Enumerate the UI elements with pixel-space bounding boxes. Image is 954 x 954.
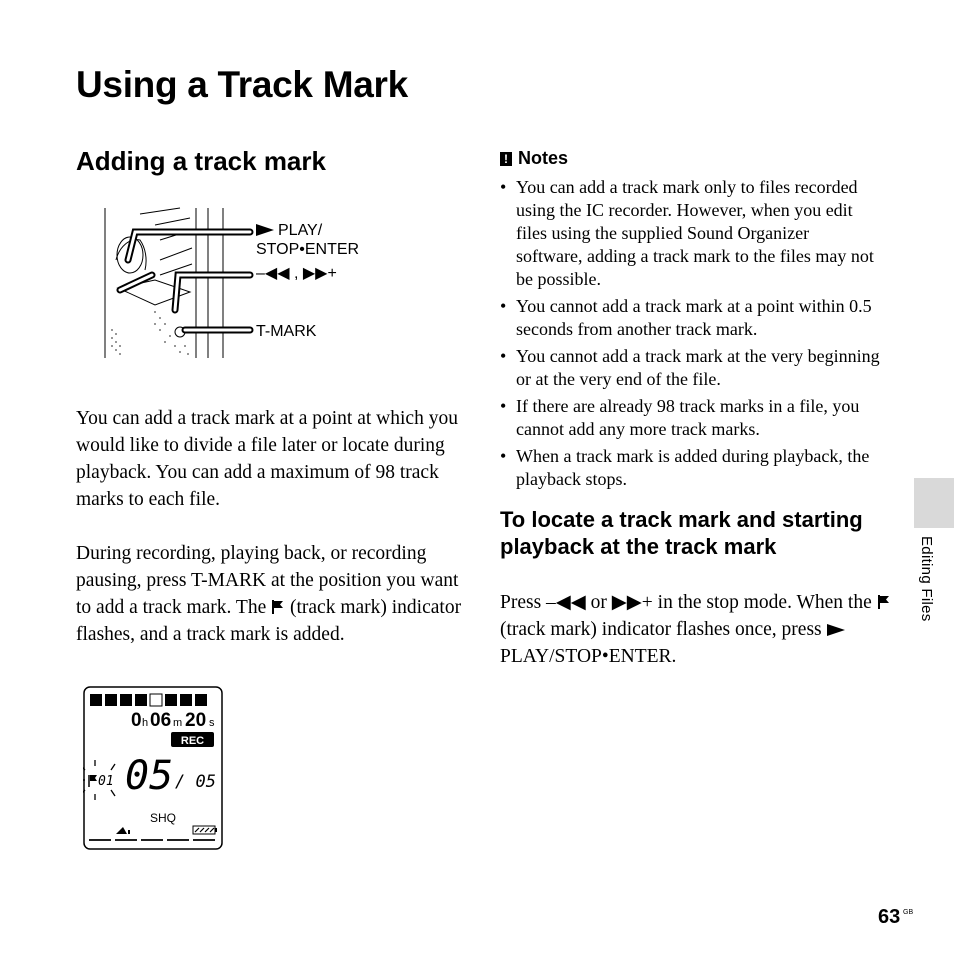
callout-play-label: PLAY/: [278, 222, 323, 239]
intro-paragraph: You can add a track mark at a point at which you would like to divide a file later or locate during playback. You can add a maximum of 98 track marks to each file.: [76, 408, 458, 510]
instruction-text-1: During recording, playing back, or recording pausing, press T-MARK at the position you want to add a track mark. The: [76, 543, 459, 618]
lcd-minutes: 06: [150, 710, 172, 731]
speaker-grille: [111, 311, 189, 355]
notes-heading: [500, 148, 568, 169]
page-region-suffix: GB: [903, 909, 914, 916]
play-icon: [256, 224, 274, 236]
instruction-paragraph: [76, 540, 466, 648]
subsection-text-2: (track mark) indicator flashes once, press: [500, 619, 822, 640]
lcd-seconds: 20: [185, 710, 207, 731]
note-item: • If there are already 98 track marks in a file, you cannot add any more track marks.: [500, 395, 880, 441]
section-heading: Adding a track mark: [76, 146, 326, 176]
lcd-hours-unit: h: [142, 717, 149, 729]
lcd-rec-mode: SHQ: [150, 811, 177, 825]
lcd-minutes-unit: m: [173, 717, 183, 729]
callout-play: [256, 221, 359, 259]
lcd-display-illustration: [83, 686, 223, 851]
chapter-label: Editing Files: [918, 536, 935, 622]
lcd-seconds-unit: s: [209, 717, 215, 729]
note-icon: !: [500, 152, 512, 166]
rec-indicator: REC: [180, 735, 205, 747]
note-item: • When a track mark is added during playback, the playback stops.: [500, 445, 880, 491]
page-number: 63: [878, 906, 901, 928]
lcd-hours: 0: [131, 710, 142, 731]
play-icon: [827, 624, 845, 636]
chapter-tab: [914, 478, 954, 528]
notes-list: [500, 176, 880, 495]
note-item: • You cannot add a track mark at the very beginning or at the very end of the file.: [500, 345, 880, 391]
lcd-mark-number: 01: [98, 774, 114, 789]
subsection-text-1: Press –◀◀ or ▶▶+ in the stop mode. When the: [500, 592, 872, 613]
subsection-text-3: PLAY/STOP•ENTER.: [500, 646, 677, 667]
page-title: Using a Track Mark: [76, 64, 408, 105]
subsection-heading: To locate a track mark and starting playback at the track mark: [500, 507, 863, 559]
lcd-track-total: / 05: [175, 772, 216, 792]
callout-play-label-line2: STOP•ENTER: [256, 241, 360, 258]
lcd-track-number: 05: [125, 753, 174, 799]
note-item: • You cannot add a track mark at a point within 0.5 seconds from another track mark.: [500, 295, 880, 341]
notes-heading-label: Notes: [518, 148, 569, 168]
callout-skip: –◀◀ , ▶▶+: [256, 265, 337, 282]
track-mark-flag-icon: [877, 594, 891, 610]
callout-tmark: T-MARK: [256, 323, 317, 340]
instruction-text-2: (track mark) indicator flashes, and a track mark is added.: [76, 597, 462, 645]
battery-icon: [193, 826, 217, 834]
note-item: • You can add a track mark only to files recorded using the IC recorder. However, when you edit files using the supplied Sound Organizer software, adding a track mark to the files may not be possible.: [500, 176, 880, 291]
subsection-paragraph: [500, 589, 900, 670]
track-mark-flag-icon: [271, 599, 285, 615]
